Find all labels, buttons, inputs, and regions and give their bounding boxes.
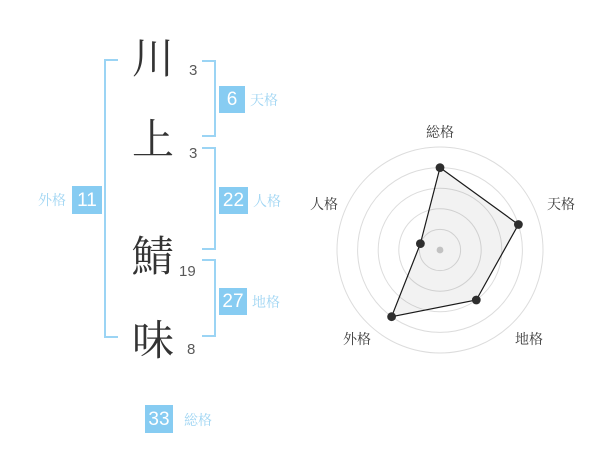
chikaku-label: 地格 [252, 294, 280, 310]
radar-axis-label: 総格 [426, 124, 454, 140]
outer-name-bracket [104, 59, 118, 338]
stroke-count: 3 [189, 145, 198, 162]
stroke-count: 8 [187, 341, 196, 358]
chikaku-value-badge: 27 [219, 288, 247, 315]
radar-axis-label: 地格 [515, 331, 543, 347]
gaikaku-label: 外格 [38, 192, 66, 208]
radar-center-dot [437, 247, 444, 254]
fortune-radar-chart [310, 115, 580, 365]
radar-data-point [416, 239, 425, 248]
jinkaku-value-badge: 22 [219, 187, 248, 214]
name-character: 味 [131, 317, 174, 364]
radar-polygon [392, 168, 519, 317]
name-character: 鯖 [131, 233, 174, 280]
radar-axis-label: 外格 [343, 331, 371, 347]
jinkaku-bracket [202, 147, 216, 250]
name-character: 上 [131, 116, 174, 163]
tenkaku-value-badge: 6 [219, 86, 245, 113]
stroke-count: 19 [179, 263, 196, 280]
soukaku-label: 総格 [184, 412, 212, 428]
name-character: 川 [131, 35, 174, 82]
jinkaku-label: 人格 [253, 193, 281, 209]
radar-data-point [436, 163, 445, 172]
tenkaku-label: 天格 [250, 92, 278, 108]
radar-data-point [387, 312, 396, 321]
soukaku-value-badge: 33 [145, 405, 173, 433]
radar-axis-label: 人格 [310, 196, 338, 212]
stroke-count: 3 [189, 62, 198, 79]
gaikaku-value-badge: 11 [72, 186, 102, 214]
chikaku-bracket [202, 259, 216, 337]
radar-data-point [514, 220, 523, 229]
tenkaku-bracket [202, 60, 216, 137]
radar-chart-svg [310, 115, 580, 365]
radar-axis-label: 天格 [547, 196, 575, 212]
radar-data-point [472, 296, 481, 305]
